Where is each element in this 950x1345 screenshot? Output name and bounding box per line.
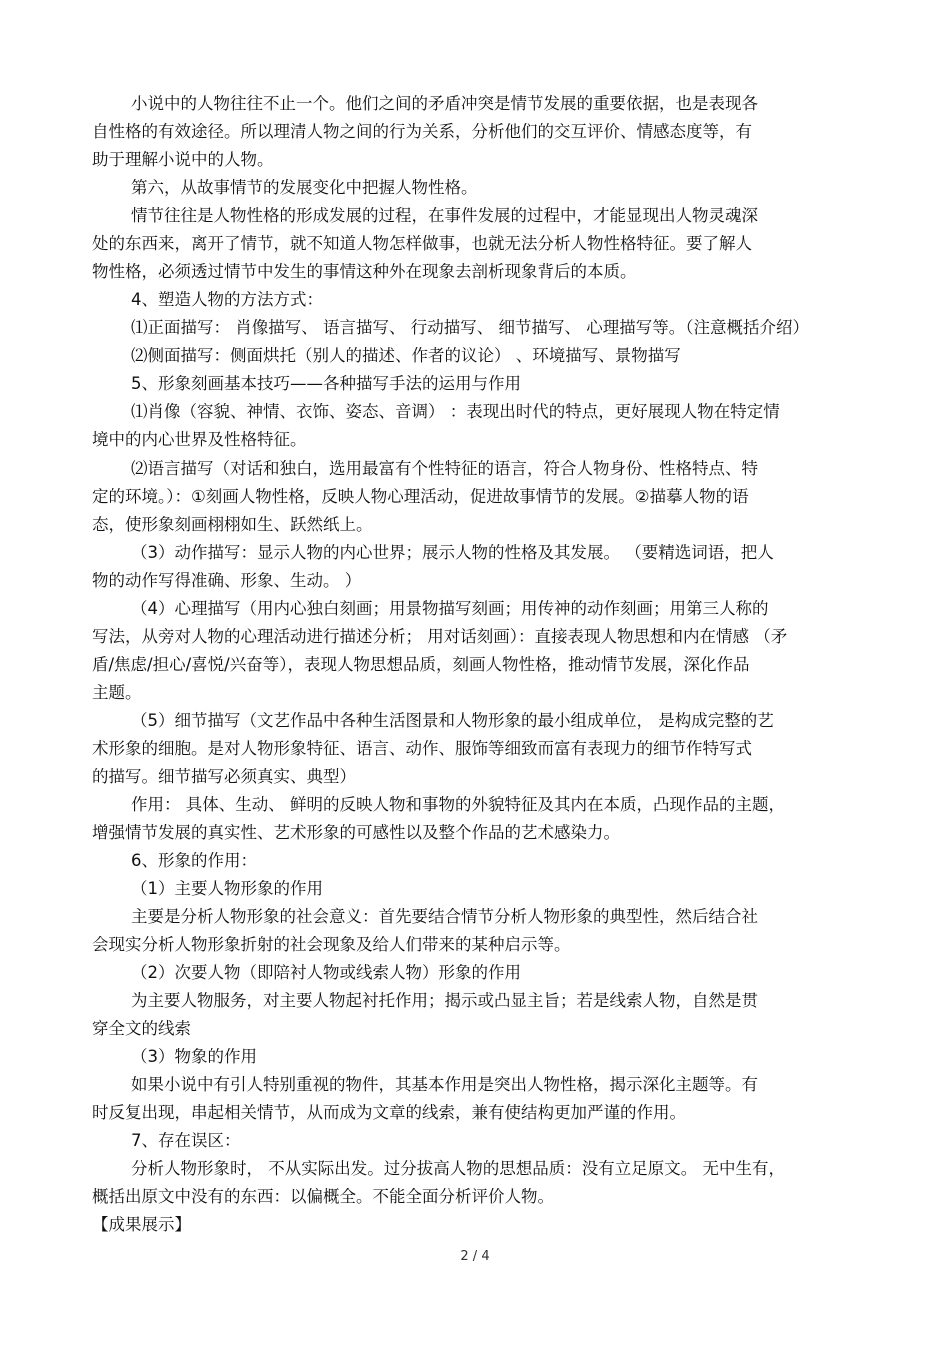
text-line: 为主要人物服务，对主要人物起衬托作用；揭示或凸显主旨；若是线索人物，自然是贯: [131, 991, 758, 1010]
section-heading: 5、形象刻画基本技巧——各种描写手法的运用与作用: [131, 374, 521, 393]
text-line: 写法，从旁对人物的心理活动进行描述分析； 用对话刻画）：直接表现人物思想和内在情感 （矛: [92, 627, 788, 646]
text-line: 会现实分析人物形象折射的社会现象及给人们带来的某种启示等。: [92, 935, 571, 954]
text-line: ⑵侧面描写：侧面烘托（别人的描述、作者的议论） 、环境描写、景物描写: [131, 346, 681, 365]
text-line: 情节往往是人物性格的形成发展的过程，在事件发展的过程中，才能显现出人物灵魂深: [131, 206, 758, 225]
text-line: 如果小说中有引人特别重视的物件，其基本作用是突出人物性格，揭示深化主题等。有: [131, 1075, 758, 1094]
text-line: 概括出原文中没有的东西：以偏概全。不能全面分析评价人物。: [92, 1187, 554, 1206]
text-line: 术形象的细胞。是对人物形象特征、语言、动作、服饰等细致而富有表现力的细节作特写式: [92, 739, 752, 758]
text-line: 作用： 具体、生动、 鲜明的反映人物和事物的外貌特征及其内在本质，凸现作品的主题，: [131, 795, 785, 814]
text-line: 时反复出现，串起相关情节，从而成为文章的线索，兼有使结构更加严谨的作用。: [92, 1103, 686, 1122]
text-line: 物性格，必须透过情节中发生的事情这种外在现象去剖析现象背后的本质。: [92, 262, 637, 281]
text-line: 处的东西来，离开了情节，就不知道人物怎样做事，也就无法分析人物性格特征。要了解人: [92, 234, 752, 253]
text-line: ⑵语言描写（对话和独白，选用最富有个性特征的语言，符合人物身份、性格特点、特: [131, 459, 758, 478]
text-line: 定的环境。）：①刻画人物性格，反映人物心理活动，促进故事情节的发展。②描摹人物的语: [92, 487, 749, 506]
subheading: （3）物象的作用: [131, 1047, 257, 1066]
text-line: 主题。: [92, 683, 142, 702]
section-heading: 【成果展示】: [92, 1215, 191, 1234]
text-line: 主要是分析人物形象的社会意义：首先要结合情节分析人物形象的典型性，然后结合社: [131, 907, 758, 926]
text-line: 小说中的人物往往不止一个。他们之间的矛盾冲突是情节发展的重要依据，也是表现各: [131, 94, 758, 113]
text-line: 自性格的有效途径。所以理清人物之间的行为关系，分析他们的交互评价、情感态度等，有: [92, 122, 752, 141]
subheading: （2）次要人物（即陪衬人物或线索人物）形象的作用: [131, 963, 521, 982]
text-line: 第六，从故事情节的发展变化中把握人物性格。: [131, 178, 478, 197]
text-line: （5）细节描写（文艺作品中各种生活图景和人物形象的最小组成单位， 是构成完整的艺: [131, 711, 774, 730]
subheading: （1）主要人物形象的作用: [131, 879, 323, 898]
text-line: 物的动作写得准确、形象、生动。 ）: [92, 571, 362, 590]
text-line: 助于理解小说中的人物。: [92, 150, 274, 169]
section-heading: 4、塑造人物的方法方式：: [131, 290, 323, 309]
text-line: ⑴肖像（容貌、神情、衣饰、姿态、音调） ：表现出时代的特点，更好展现人物在特定情: [131, 402, 780, 421]
text-line: 盾/焦虑/担心/喜悦/兴奋等），表现人物思想品质，刻画人物性格，推动情节发展，深化作品: [92, 655, 750, 674]
text-line: （3）动作描写：显示人物的内心世界；展示人物的性格及其发展。 （要精选词语，把人: [131, 543, 774, 562]
text-line: 分析人物形象时， 不从实际出发。过分拔高人物的思想品质：没有立足原文。 无中生有，: [131, 1159, 785, 1178]
text-line: 增强情节发展的真实性、艺术形象的可感性以及整个作品的艺术感染力。: [92, 823, 620, 842]
page-number: 2 / 4: [460, 1249, 490, 1264]
section-heading: 6、形象的作用：: [131, 851, 257, 870]
text-line: ⑴正面描写： 肖像描写、 语言描写、 行动描写、 细节描写、 心理描写等。（注意概括介绍）: [131, 318, 809, 337]
text-line: （4）心理描写（用内心独白刻画；用景物描写刻画；用传神的动作刻画；用第三人称的: [131, 599, 769, 618]
text-line: 境中的内心世界及性格特征。: [92, 430, 307, 449]
section-heading: 7、存在误区：: [131, 1131, 241, 1150]
text-line: 穿全文的线索: [92, 1019, 191, 1038]
text-line: 的描写。细节描写必须真实、典型）: [92, 767, 356, 786]
text-line: 态，使形象刻画栩栩如生、跃然纸上。: [92, 515, 373, 534]
